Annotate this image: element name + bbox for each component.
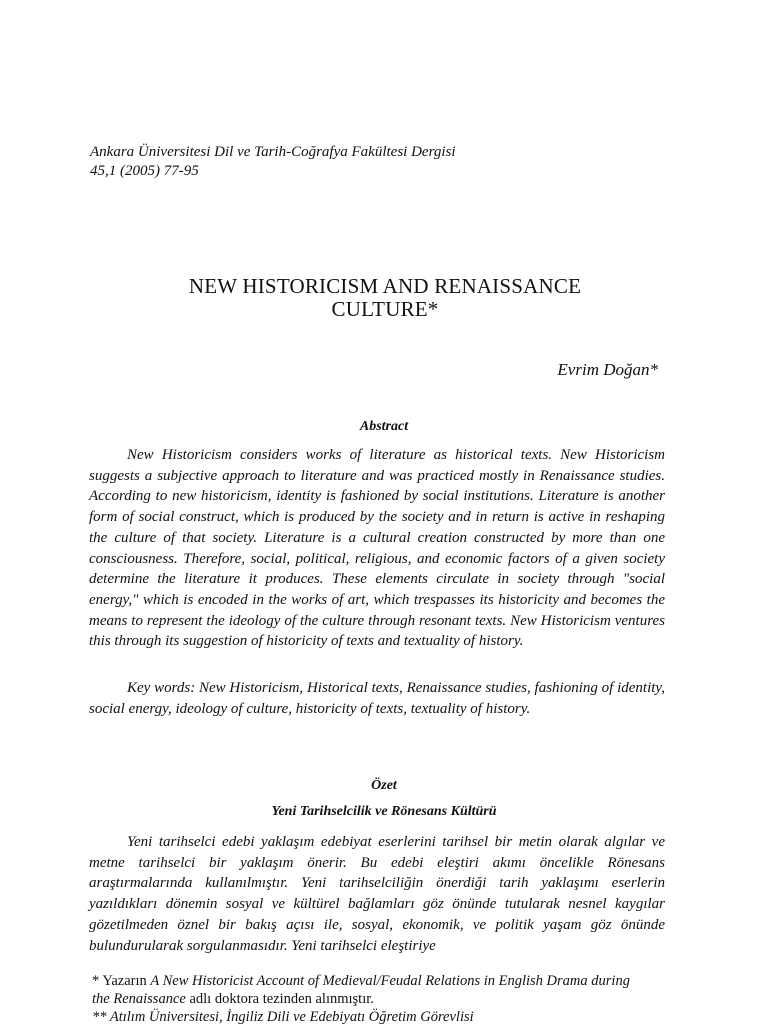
- ozet-subtitle: Yeni Tarihselcilik ve Rönesans Kültürü: [271, 804, 497, 819]
- abstract-body: New Historicism considers works of literature as historical texts. New Historicism suggests a subjective approach to literature and was practiced mostly in Renaissance studies. According to new historicism, identity is fashioned by social institutions. Literature is another form of social construct, which is produced by the society and in return is active in reshaping the culture of that society. Literature is a cultural creation constructed by more than one consciousness. Therefore, social, political, religious, and economic factors of a given society determine the literature it produces. These elements circulate in society through "social energy," which is encoded in the works of art, which trespasses its historicity and becomes the means to represent the ideology of the culture through resonant texts. New Historicism ventures this through its suggestion of historicity of texts and textuality of history.: [89, 447, 665, 650]
- article-title: [90, 275, 680, 321]
- footnote-1-line-2: the Renaissance adlı doktora tezinden alınmıştır.: [92, 991, 374, 1007]
- footnote-1-line-1: * Yazarın A New Historicist Account of Medieval/Feudal Relations in English Drama during: [92, 973, 630, 989]
- ozet-body: Yeni tarihselci edebi yaklaşım edebiyat eserlerini tarihsel bir metin olarak algılar ve metne tarihselci bir yaklaşım önerir. Bu edebi eleştiri akımı öncelikle Rönesans araştırmalarında kullanılmıştır. Yeni tarihselciliğin önerdiği tarih yaklaşımı eserlerin yazıldıkları dönemin sosyal ve kültürel bağlamları göz önünde tutularak nesnel kaygılar gözetilmeden öznel bir bakış açısı ile, sosyal, ekonomik, ve politik yaşam göz önünde bulundurularak sorgulanmasıdır. Yeni tarihselci eleştiriye: [89, 834, 665, 954]
- ozet-heading: Özet: [371, 778, 397, 793]
- journal-volume-pages: 45,1 (2005) 77-95: [90, 163, 199, 179]
- journal-name: Ankara Üniversitesi Dil ve Tarih-Coğrafya Fakültesi Dergisi: [90, 144, 456, 160]
- journal-citation: [90, 143, 456, 181]
- article-title-line-1: NEW HISTORICISM AND RENAISSANCE: [188, 274, 582, 298]
- abstract-heading: Abstract: [359, 419, 409, 434]
- article-title-line-2: CULTURE*: [331, 297, 439, 321]
- keywords: Key words: New Historicism, Historical texts, Renaissance studies, fashioning of identity, social energy, ideology of culture, historicity of texts, textuality of history.: [89, 680, 665, 717]
- footnote-2: ** Atılım Üniversitesi, İngiliz Dili ve Edebiyatı Öğretim Görevlisi: [92, 1009, 474, 1025]
- footnotes: [92, 972, 702, 1026]
- author-name: Evrim Doğan*: [557, 360, 658, 379]
- footnote-1-thesis-title: A New Historicist Account of Medieval/Feudal Relations in English Drama during: [150, 973, 630, 989]
